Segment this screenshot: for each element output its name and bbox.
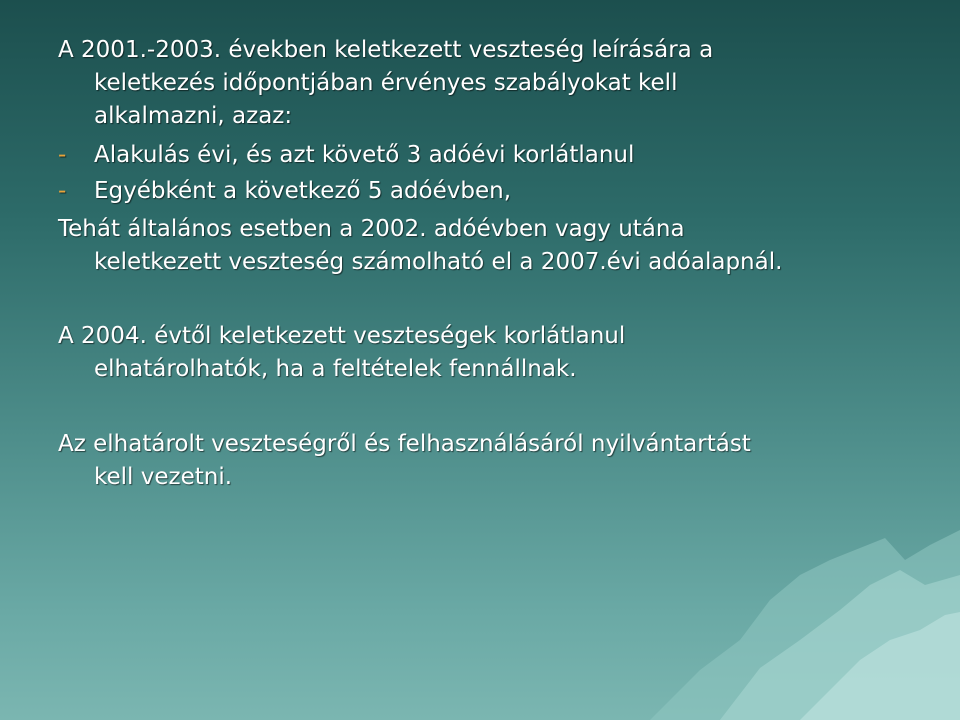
bullet-item [58,139,938,172]
paragraph-line: A 2001.-2003. években keletkezett veszteség leírására a [58,37,714,63]
bullet-item [58,175,938,208]
paragraph-line: elhatárolhatók, ha a feltételek fennállnak. [94,356,577,382]
bullet-dash: - [58,178,67,204]
paragraph-general-case [58,213,938,279]
paragraph-line: Tehát általános esetben a 2002. adóévben vagy utána [58,216,685,242]
paragraph-line: keletkezés időpontjában érvényes szabályokat kell [94,70,678,96]
bullet-text: Egyébként a következő 5 adóévben, [94,178,512,204]
paragraph-line: kell vezetni. [94,464,233,490]
paragraph-2004 [58,320,938,386]
paragraph-records [58,428,938,494]
paragraph-line: keletkezett veszteség számolható el a 2007.évi adóalapnál. [94,249,783,275]
bullet-text: Alakulás évi, és azt követő 3 adóévi korlátlanul [94,142,635,168]
paragraph-2001-2003 [58,34,938,133]
bullet-dash: - [58,142,67,168]
paragraph-line: Az elhatárolt veszteségről és felhasználásáról nyilvántartást [58,431,751,457]
paragraph-line: A 2004. évtől keletkezett veszteségek korlátlanul [58,323,626,349]
paragraph-line: alkalmazni, azaz: [94,103,293,129]
